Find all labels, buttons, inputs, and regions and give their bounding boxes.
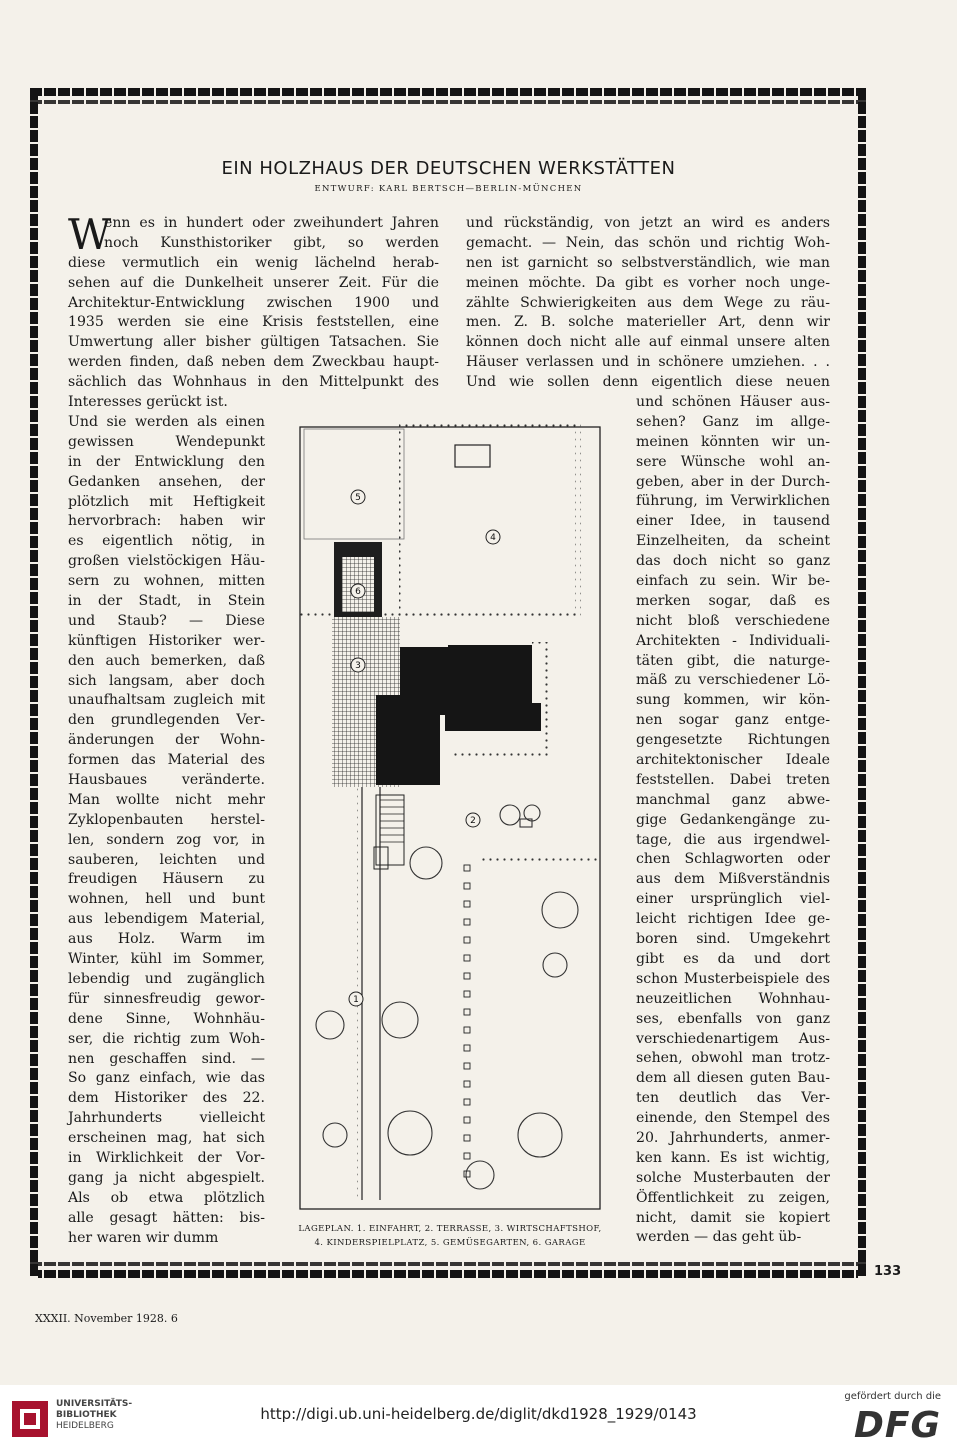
text-line: in Wirklichkeit der Vor- (68, 1149, 265, 1166)
site-plan-figure (270, 415, 630, 1212)
issue-line: XXXII. November 1928. 6 (35, 1312, 178, 1325)
text-line: den auch bemerken, daß (68, 652, 265, 669)
text-line: feststellen. Dabei treten (636, 771, 830, 788)
text-line: chen Schlagworten oder (636, 851, 830, 868)
text-line: ten deutlich das Ver- (636, 1090, 830, 1107)
text-line: noch Kunsthistoriker gibt, so werden (104, 234, 439, 251)
text-line: gewissen Wendepunkt (68, 433, 265, 450)
text-line: freudigen Häusern zu (68, 871, 265, 888)
column-1-narrow (68, 413, 265, 1248)
text-line: lebendig und zugänglich (68, 970, 265, 987)
article-subtitle: ENTWURF: KARL BERTSCH—BERLIN-MÜNCHEN (314, 184, 583, 194)
text-line: dene Sinne, Wohnhäu- (68, 1010, 265, 1027)
text-line: wohnen, hell und bunt (68, 891, 265, 908)
text-line: Man wollte nicht mehr (68, 791, 265, 808)
text-line: einer ursprünglich viel- (636, 891, 830, 908)
text-line: dem Historiker des 22. (68, 1090, 265, 1107)
text-line: meinen könnten wir un- (636, 433, 830, 450)
text-line: len, sondern zog vor, in (68, 831, 265, 848)
text-line: änderungen der Wohn- (68, 732, 265, 749)
column-1-top (68, 210, 439, 413)
text-line: gibt es da und dort (636, 950, 830, 967)
text-line: Als ob etwa plötzlich (68, 1189, 265, 1206)
text-line: meinen möchte. Da gibt es vorher noch unge- (466, 274, 830, 291)
text-line: nen geschaffen sind. — (68, 1050, 265, 1067)
text-line: Und sie werden als einen (68, 414, 265, 430)
text-line: schon Musterbeispiele des (636, 970, 830, 987)
text-line: diese vermutlich ein wenig lächelnd herab- (68, 254, 439, 271)
dfg-logo: DFG (853, 1405, 941, 1446)
text-line: einer Idee, in tausend (636, 513, 830, 530)
plan-label-5: 5 (355, 493, 361, 503)
page-number: 133 (874, 1264, 902, 1279)
text-line: boren sind. Umgekehrt (636, 931, 830, 948)
text-line: manchmal ganz abwe- (636, 791, 830, 808)
text-line: aus dem Mißverständnis (636, 871, 830, 888)
text-line: So ganz einfach, wie das (68, 1070, 265, 1087)
text-line: nen sogar ganz entge- (636, 712, 830, 729)
funding-note: gefördert durch die (844, 1391, 941, 1402)
text-line: plötzlich mit Heftigkeit (68, 493, 265, 510)
text-line: ser, die richtig zum Woh- (68, 1030, 265, 1047)
text-line: sehen auf die Dunkelheit unserer Zeit. Für die (68, 274, 439, 291)
text-line: leicht richtigen Idee ge- (636, 911, 830, 928)
text-line: ses, ebenfalls von ganz (636, 1010, 830, 1027)
text-line: Hausbaues veränderte. (68, 772, 265, 789)
text-line: erscheinen mag, hat sich (68, 1130, 265, 1147)
text-line: unaufhaltsam zugleich mit (68, 692, 265, 709)
text-line: neuzeitlichen Wohnhau- (636, 990, 830, 1007)
text-line: Umwertung aller bisher gültigen Tatsachen. Sie (68, 334, 439, 351)
text-line: nen ist garnicht so selbstverständlich, wie man (466, 254, 830, 271)
text-line: Architektur-Entwicklung zwischen 1900 und (68, 294, 439, 311)
text-line: nicht, damit sie kopiert (636, 1209, 830, 1226)
text-line: werden — das geht üb- (636, 1229, 802, 1246)
text-line: sauberen, leichten und (68, 851, 265, 868)
text-line: verschiedenartigem Aus- (636, 1030, 830, 1047)
text-line: nicht bloß verschiedene (636, 612, 830, 629)
text-line: mäß zu verschiedener Lö- (636, 672, 830, 689)
text-line: Winter, kühl im Sommer, (68, 951, 265, 968)
text-line: 20. Jahrhunderts, anmer- (636, 1129, 830, 1146)
text-line: architektonischer Ideale (636, 752, 830, 769)
text-line: sehen, obwohl man trotz- (636, 1050, 830, 1067)
text-line: ken kann. Es ist wichtig, (636, 1149, 830, 1166)
text-line: in der Stadt, in Stein (68, 593, 265, 610)
plan-label-4: 4 (490, 533, 496, 543)
text-line: großen vielstöckigen Häu- (68, 553, 265, 570)
text-line: sere Wünsche wohl an- (636, 453, 830, 470)
text-line: Gedanken ansehen, der (68, 473, 265, 490)
text-line: dem all diesen guten Bau- (636, 1070, 830, 1087)
plan-label-1: 1 (353, 995, 359, 1005)
text-line: alle gesagt hätten: bis- (68, 1209, 265, 1226)
stepping-stones (464, 865, 470, 1177)
text-line: zählte Schwierigkeiten aus dem Wege zu räu- (466, 294, 830, 311)
text-line: in der Entwicklung den (68, 453, 265, 470)
text-line: geben, aber in der Durch- (636, 473, 830, 490)
text-line: enn es in hundert oder zweihundert Jahren (104, 215, 439, 231)
text-line: gemacht. — Nein, das schön und richtig Woh- (466, 234, 830, 251)
text-line: gang ja nicht abgespielt. (68, 1169, 265, 1186)
text-line: es eigentlich nötig, in (68, 533, 265, 550)
text-line: sehen? Ganz im allge- (636, 413, 830, 430)
text-line: einfach zu sein. Wir be- (636, 573, 830, 590)
text-line: und schönen Häuser aus- (636, 394, 830, 410)
text-line: Und wie sollen denn eigentlich diese neuen (466, 374, 830, 391)
text-line: hervorbrach: haben wir (68, 513, 265, 530)
text-line: und rückständig, von jetzt an wird es anders (466, 215, 830, 231)
text-line: merken sogar, daß es (636, 592, 830, 609)
text-line: Interesses gerückt ist. (68, 394, 228, 411)
text-line: können doch nicht alle auf einmal unsere alten (466, 334, 830, 351)
text-line: das doch nicht so ganz (636, 553, 830, 570)
plan-label-6: 6 (355, 587, 361, 597)
figure-caption: LAGEPLAN. 1. EINFAHRT, 2. TERRASSE, 3. WIRTSCHAFTSHOF, 4. KINDERSPIELPLATZ, 5. GEMÜSEGARTEN, 6. GARAGE (298, 1224, 602, 1248)
text-line: Einzelheiten, da scheint (636, 533, 830, 550)
text-line: für sinnesfreudig gewor- (68, 990, 265, 1007)
text-line: gengesetzte Richtungen (636, 732, 830, 749)
text-line: einende, den Stempel des (636, 1110, 830, 1127)
drop-cap: W (68, 210, 112, 259)
vegetable-garden (304, 429, 404, 539)
text-line: tage, die aus irgendwel- (636, 831, 830, 848)
text-line: Architekten - Individuali- (636, 632, 830, 649)
text-line: Öffentlichkeit zu zeigen, (636, 1189, 830, 1206)
source-url-link[interactable]: http://digi.ub.uni-heidelberg.de/diglit/dkd1928_1929/0143 (260, 1405, 697, 1423)
text-line: Häuser verlassen und in schönere umziehen. . . (466, 354, 830, 371)
plan-label-3: 3 (355, 661, 361, 671)
text-line: gige Gedankengänge zu- (636, 811, 830, 828)
text-line: 1935 werden sie eine Krisis feststellen, eine (68, 314, 439, 331)
plan-label-2: 2 (470, 816, 476, 826)
text-line: Zyklopenbauten herstel- (68, 811, 265, 828)
column-2-narrow (636, 393, 830, 1248)
column-2-top (466, 214, 830, 393)
text-line: sern zu wohnen, mitten (68, 573, 265, 590)
text-line: künftigen Historiker wer- (68, 632, 265, 649)
article-title: EIN HOLZHAUS DER DEUTSCHEN WERKSTÄTTEN (221, 158, 676, 179)
text-line: solche Musterbauten der (636, 1169, 830, 1186)
university-library-name: UNIVERSITÄTS- BIBLIOTHEK HEIDELBERG (56, 1399, 133, 1431)
driveway (362, 787, 380, 1200)
text-line: formen das Material des (68, 752, 265, 769)
text-line: sung kommen, wir kön- (636, 692, 830, 709)
footer-bar (0, 1385, 957, 1456)
text-line: werden finden, daß neben dem Zweckbau haupt- (68, 354, 439, 371)
text-line: aus Holz. Warm im (68, 931, 265, 948)
text-line: täten gibt, die naturge- (636, 652, 830, 669)
text-line: und Staub? — Diese (68, 612, 265, 629)
text-line: sich langsam, aber doch (68, 672, 265, 689)
text-line: aus lebendigem Material, (68, 911, 265, 928)
text-line: den grundlegenden Ver- (68, 712, 265, 729)
text-line: sächlich das Wohnhaus in den Mittelpunkt des (68, 374, 439, 391)
text-line: her waren wir dumm (68, 1229, 219, 1246)
text-line: men. Z. B. solche materieller Art, denn wir (466, 314, 830, 331)
text-line: führung, im Verwirklichen (636, 493, 830, 510)
text-line: Jahrhunderts vielleicht (68, 1110, 265, 1127)
